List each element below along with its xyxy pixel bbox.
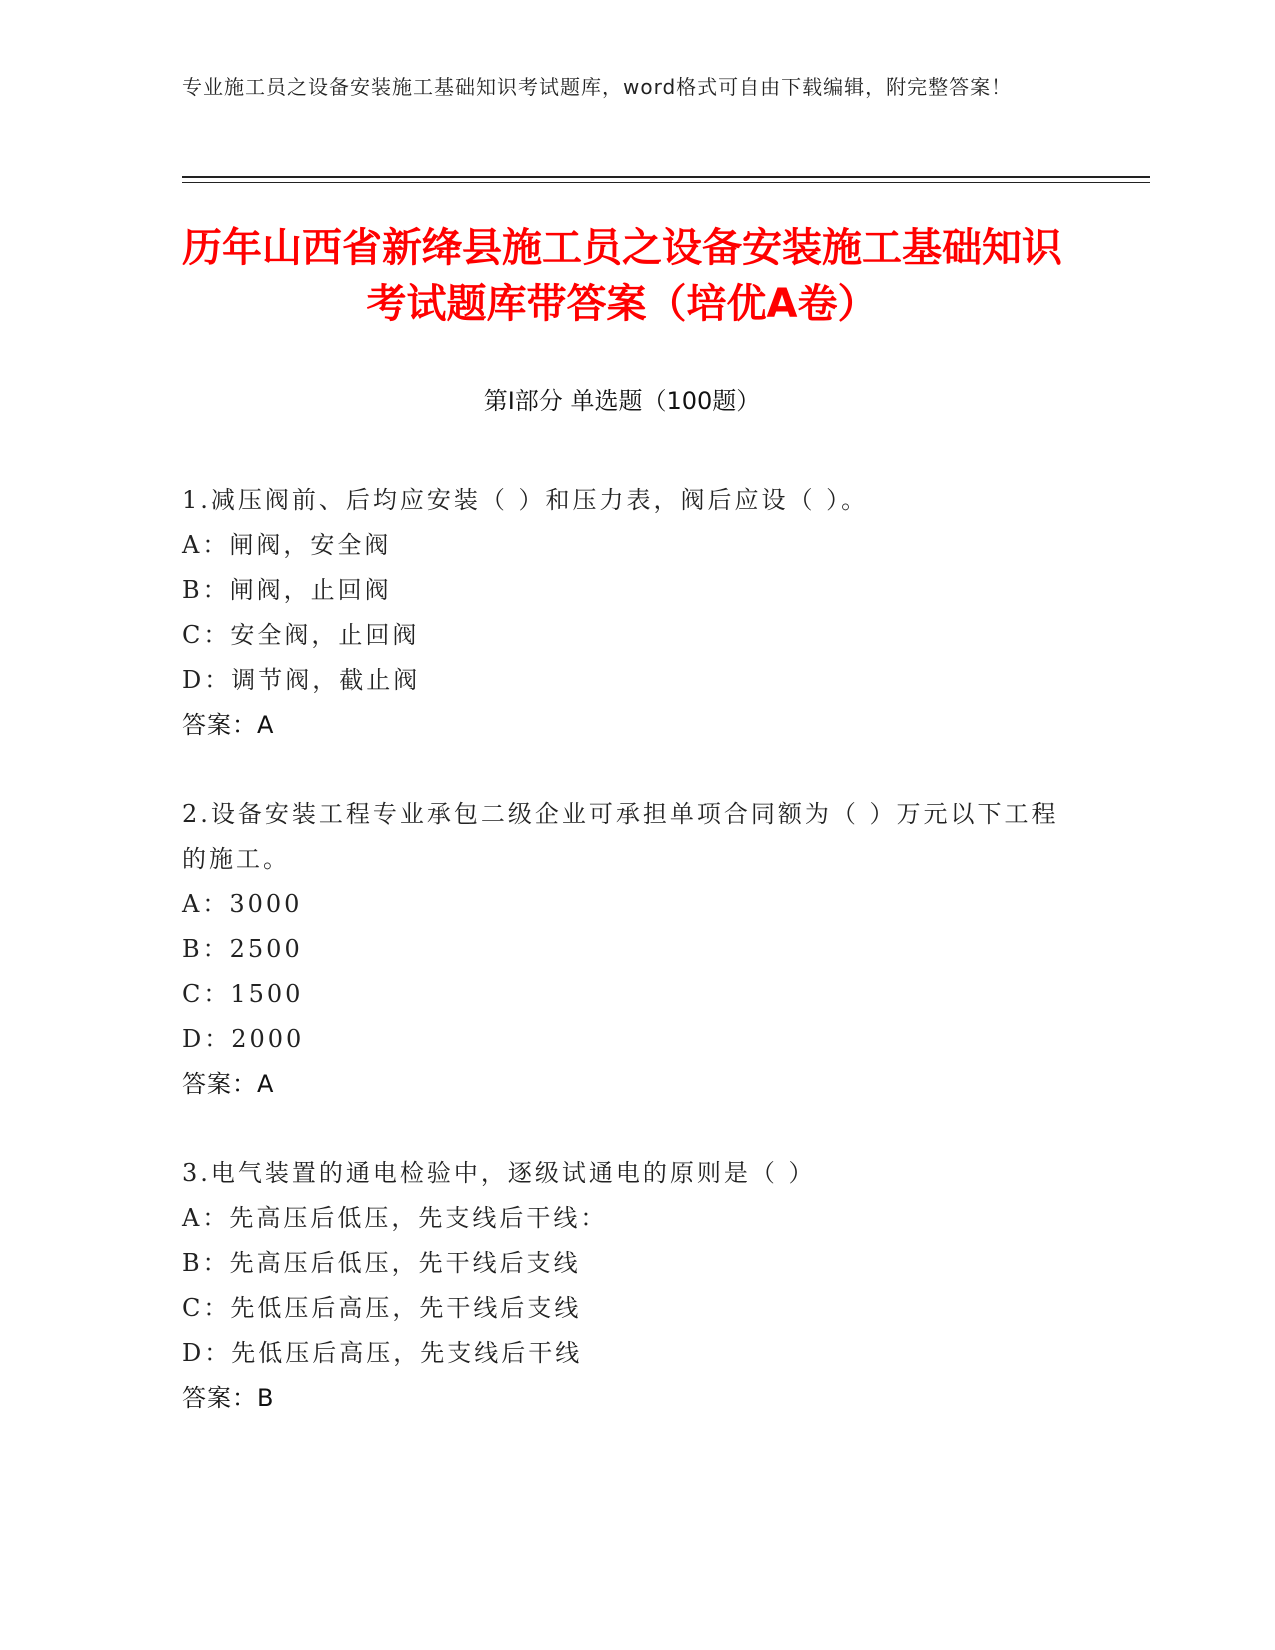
option-d: D：调节阀，截止阀 (182, 666, 421, 694)
option-c: C：1500 (182, 980, 304, 1008)
option-b: B：先高压后低压，先干线后支线 (182, 1249, 581, 1277)
option-d: D：先低压后高压，先支线后干线 (182, 1339, 583, 1367)
question-list (182, 478, 1082, 1465)
option-b: B：2500 (182, 935, 303, 963)
question-stem: 2.设备安装工程专业承包二级企业可承担单项合同额为（ ）万元以下工程的施工。 (182, 800, 1059, 873)
answer: 答案：A (182, 1070, 275, 1098)
question-stem: 3.电气装置的通电检验中，逐级试通电的原则是（ ） (182, 1159, 816, 1187)
document-title: 历年山西省新绛县施工员之设备安装施工基础知识考试题库带答案（培优A卷） (182, 225, 1062, 327)
question-1 (182, 478, 1082, 748)
option-d: D：2000 (182, 1025, 305, 1053)
section-heading: 第Ⅰ部分 单选题（100题） (483, 387, 761, 415)
option-a: A：闸阀，安全阀 (182, 531, 392, 559)
option-c: C：先低压后高压，先干线后支线 (182, 1294, 582, 1322)
header-divider-thin (182, 182, 1150, 183)
header-divider-thick (182, 176, 1150, 178)
option-a: A：先高压后低压，先支线后干线： (182, 1204, 608, 1232)
option-a: A：3000 (182, 890, 303, 918)
question-3 (182, 1151, 1082, 1421)
option-b: B：闸阀，止回阀 (182, 576, 392, 604)
header-note: 专业施工员之设备安装施工基础知识考试题库，word格式可自由下载编辑，附完整答案！ (182, 75, 1013, 99)
question-stem: 1.减压阀前、后均应安装（ ）和压力表，阀后应设（ ）。 (182, 486, 869, 514)
answer: 答案：B (182, 1384, 275, 1412)
answer: 答案：A (182, 711, 275, 739)
question-2 (182, 792, 1082, 1107)
option-c: C：安全阀，止回阀 (182, 621, 420, 649)
